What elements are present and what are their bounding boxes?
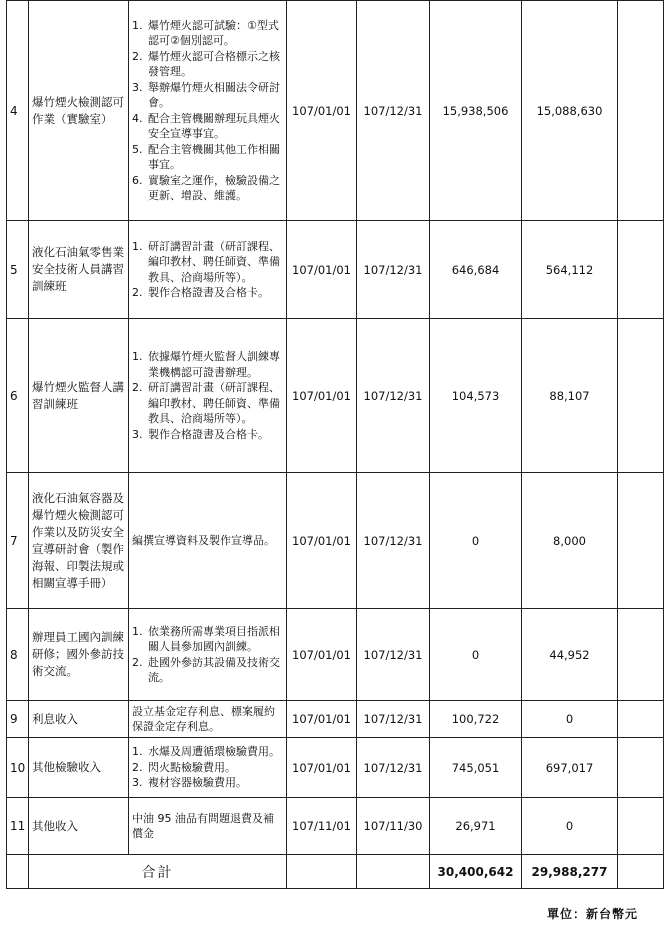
description-index: 3. (132, 776, 143, 790)
budget-amount: 26,971 (430, 798, 522, 855)
start-date: 107/01/01 (287, 221, 357, 319)
item-description (129, 473, 287, 609)
description-text: 水爆及周遭循環檢驗費用。 (148, 745, 280, 759)
remarks-cell (618, 738, 664, 798)
description-text: 設立基金定存利息、標案履約保證金定存利息。 (132, 704, 275, 733)
row-number: 10 (7, 738, 29, 798)
description-index: 1. (132, 239, 143, 253)
description-line (132, 775, 283, 791)
description-text: 編撰宣導資料及製作宣導品。 (132, 533, 275, 547)
remarks-cell (618, 473, 664, 609)
row-number: 9 (7, 701, 29, 738)
item-name: 利息收入 (29, 701, 129, 738)
description-index: 1. (132, 350, 143, 363)
description-line (132, 533, 283, 549)
actual-amount: 44,952 (522, 609, 618, 701)
table-row (7, 798, 664, 855)
table-row (7, 473, 664, 609)
row-number: 5 (7, 221, 29, 319)
row-number: 8 (7, 609, 29, 701)
remarks-cell (618, 609, 664, 701)
remarks-cell (618, 701, 664, 738)
total-start-cell (287, 855, 357, 889)
description-text: 研訂講習計畫（研訂課程、編印教材、聘任師資、準備教具、洽商場所等）。 (148, 239, 280, 284)
total-end-cell (357, 855, 430, 889)
row-number: 11 (7, 798, 29, 855)
item-description (129, 798, 287, 855)
actual-amount: 88,107 (522, 319, 618, 473)
description-line (132, 142, 283, 173)
start-date: 107/01/01 (287, 701, 357, 738)
table-row (7, 221, 664, 319)
end-date: 107/12/31 (357, 473, 430, 609)
description-index: 2. (132, 655, 143, 669)
actual-amount: 697,017 (522, 738, 618, 798)
description-text: 製作合格證書及合格卡。 (148, 286, 269, 299)
budget-amount: 15,938,506 (430, 1, 522, 221)
description-line (132, 704, 283, 735)
remarks-cell (618, 798, 664, 855)
actual-amount: 0 (522, 701, 618, 738)
total-budget: 30,400,642 (430, 855, 522, 889)
description-line (132, 49, 283, 80)
description-text: 實驗室之運作，檢驗設備之更新、增設、維護。 (148, 173, 280, 202)
description-index: 2. (132, 760, 143, 774)
row-number: 7 (7, 473, 29, 609)
description-line (132, 744, 283, 760)
unit-note: 單位：新台幣元 (546, 907, 638, 921)
description-index: 2. (132, 381, 143, 394)
table-row (7, 609, 664, 701)
budget-amount: 0 (430, 473, 522, 609)
description-text: 依據爆竹煙火監督人訓練專業機構認可證書辦理。 (148, 350, 280, 379)
item-name: 液化石油氣容器及爆竹煙火檢測認可作業以及防災安全宣導研討會（製作海報、印製法規或相關宣導手冊） (29, 473, 129, 609)
description-line (132, 811, 283, 842)
item-description (129, 701, 287, 738)
description-text: 研訂講習計畫（研訂課程、編印教材、聘任師資、準備教具、洽商場所等）。 (148, 381, 280, 425)
item-description (129, 221, 287, 319)
description-index: 2. (132, 49, 143, 63)
total-label: 合計 (29, 855, 287, 889)
description-text: 複材容器檢驗費用。 (148, 776, 247, 790)
table-row (7, 319, 664, 473)
budget-amount: 0 (430, 609, 522, 701)
end-date: 107/12/31 (357, 221, 430, 319)
budget-amount: 100,722 (430, 701, 522, 738)
description-index: 2. (132, 286, 143, 299)
description-line (132, 427, 283, 443)
total-number-cell (7, 855, 29, 889)
item-name: 其他檢驗收入 (29, 738, 129, 798)
start-date: 107/11/01 (287, 798, 357, 855)
description-index: 1. (132, 624, 143, 638)
description-line (132, 624, 283, 655)
description-index: 1. (132, 745, 143, 759)
description-line (132, 111, 283, 142)
description-text: 配合主管機關辦理玩具煙火安全宣導事宜。 (148, 111, 280, 140)
end-date: 107/12/31 (357, 609, 430, 701)
description-line (132, 760, 283, 776)
item-description (129, 609, 287, 701)
end-date: 107/12/31 (357, 1, 430, 221)
description-line (132, 239, 283, 286)
description-text: 依業務所需專業項目指派相關人員參加國內訓練。 (148, 624, 280, 653)
end-date: 107/12/31 (357, 701, 430, 738)
description-text: 閃火點檢驗費用。 (148, 760, 236, 774)
description-text: 赴國外參訪其設備及技術交流。 (148, 655, 280, 684)
description-index: 3. (132, 80, 143, 94)
end-date: 107/12/31 (357, 319, 430, 473)
item-name: 辦理員工國內訓練研修；國外參訪技術交流。 (29, 609, 129, 701)
item-name: 爆竹煙火檢測認可作業（實驗室） (29, 1, 129, 221)
item-name: 液化石油氣零售業安全技術人員講習訓練班 (29, 221, 129, 319)
remarks-cell (618, 1, 664, 221)
item-description (129, 1, 287, 221)
budget-amount: 104,573 (430, 319, 522, 473)
description-line (132, 173, 283, 204)
description-text: 配合主管機關其他工作相關事宜。 (148, 142, 280, 171)
start-date: 107/01/01 (287, 473, 357, 609)
row-number: 4 (7, 1, 29, 221)
row-number: 6 (7, 319, 29, 473)
table-body (7, 1, 664, 889)
total-row (7, 855, 664, 889)
budget-amount: 646,684 (430, 221, 522, 319)
description-index: 5. (132, 142, 143, 156)
description-index: 6. (132, 173, 143, 187)
item-description (129, 738, 287, 798)
item-name: 爆竹煙火監督人講習訓練班 (29, 319, 129, 473)
remarks-cell (618, 319, 664, 473)
description-index: 4. (132, 111, 143, 125)
table-row (7, 701, 664, 738)
description-line (132, 18, 283, 49)
description-index: 3. (132, 427, 143, 441)
start-date: 107/01/01 (287, 609, 357, 701)
actual-amount: 564,112 (522, 221, 618, 319)
budget-amount: 745,051 (430, 738, 522, 798)
description-line (132, 349, 283, 380)
table-row (7, 1, 664, 221)
description-line (132, 285, 283, 301)
total-actual: 29,988,277 (522, 855, 618, 889)
actual-amount: 8,000 (522, 473, 618, 609)
description-text: 爆竹煙火認可合格標示之核發管理。 (148, 49, 280, 78)
description-line (132, 380, 283, 427)
start-date: 107/01/01 (287, 1, 357, 221)
end-date: 107/12/31 (357, 738, 430, 798)
remarks-cell (618, 221, 664, 319)
description-text: 中油 95 油品有問題退費及補償金 (132, 811, 274, 840)
description-index: 1. (132, 18, 143, 32)
item-name: 其他收入 (29, 798, 129, 855)
item-description (129, 319, 287, 473)
total-remarks-cell (618, 855, 664, 889)
description-text: 舉辦爆竹煙火相關法令研討會。 (148, 80, 280, 109)
start-date: 107/01/01 (287, 319, 357, 473)
description-text: 爆竹煙火認可試驗：①型式認可②個別認可。 (148, 18, 279, 47)
start-date: 107/01/01 (287, 738, 357, 798)
description-text: 製作合格證書及合格卡。 (148, 427, 269, 441)
actual-amount: 0 (522, 798, 618, 855)
actual-amount: 15,088,630 (522, 1, 618, 221)
end-date: 107/11/30 (357, 798, 430, 855)
budget-table (6, 0, 664, 889)
description-line (132, 80, 283, 111)
description-line (132, 655, 283, 686)
table-row (7, 738, 664, 798)
